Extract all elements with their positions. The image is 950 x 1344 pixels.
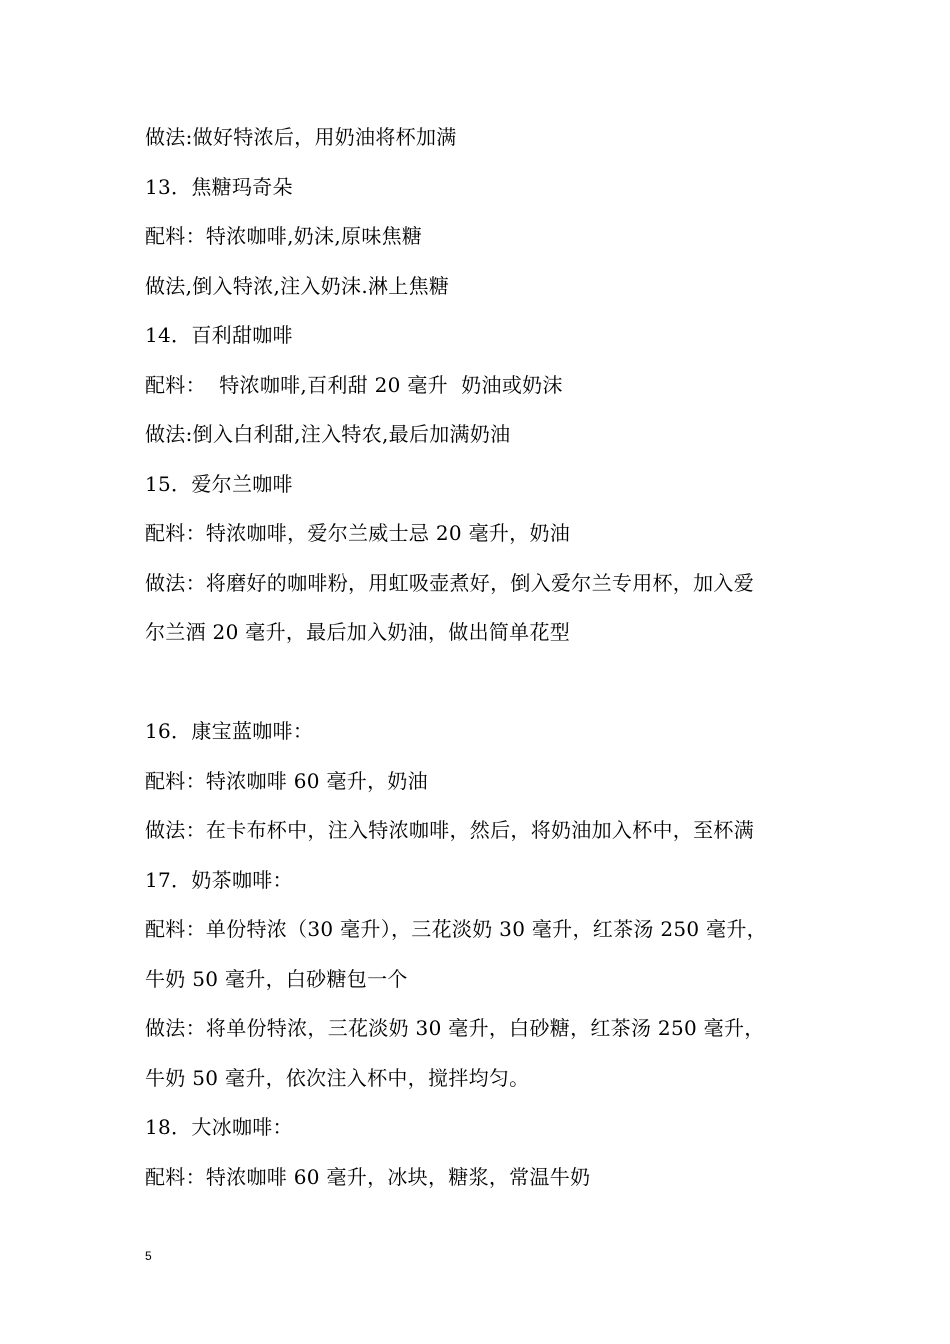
ingredients-line: 配料：特浓咖啡 60 毫升，奶油 [145, 768, 428, 793]
page-number: 5 [145, 1249, 152, 1263]
page-content [145, 113, 835, 1202]
ingredients-line: 配料：单份特浓（30 毫升），三花淡奶 30 毫升，红茶汤 250 毫升， [145, 917, 767, 941]
method-line-continued: 牛奶 50 毫升，依次注入杯中，搅拌均匀。 [145, 1065, 530, 1090]
method-line: 做法：将磨好的咖啡粉，用虹吸壶煮好，倒入爱尔兰专用杯，加入爱 [145, 570, 754, 595]
ingredients-line: 配料：特浓咖啡,奶沫,原味焦糖 [145, 224, 423, 248]
method-line: 做法：将单份特浓，三花淡奶 30 毫升，白砂糖，红茶汤 250 毫升， [145, 1016, 765, 1040]
blank-line [145, 658, 835, 708]
ingredients-line: 配料：特浓咖啡，爱尔兰威士忌 20 毫升，奶油 [145, 521, 571, 545]
method-line-continued: 尔兰酒 20 毫升，最后加入奶油，做出简单花型 [145, 620, 571, 644]
method-line: 做法:做好特浓后，用奶油将杯加满 [145, 125, 457, 149]
method-line: 做法：在卡布杯中，注入特浓咖啡，然后，将奶油加入杯中，至杯满 [145, 818, 754, 842]
recipe-heading-15: 15．爱尔兰咖啡 [145, 471, 293, 496]
ingredients-line-continued: 牛奶 50 毫升，白砂糖包一个 [145, 966, 408, 991]
ingredients-line: 配料：特浓咖啡 60 毫升，冰块，糖浆，常温牛奶 [145, 1164, 591, 1189]
recipe-heading-14: 14．百利甜咖啡 [145, 323, 293, 347]
recipe-heading-17: 17．奶茶咖啡： [145, 867, 293, 892]
method-line: 做法,倒入特浓,注入奶沫.淋上焦糖 [145, 273, 450, 298]
recipe-heading-13: 13．焦糖玛奇朵 [145, 174, 293, 199]
recipe-heading-18: 18．大冰咖啡： [145, 1115, 293, 1139]
method-line: 做法:倒入白利甜,注入特农,最后加满奶油 [145, 422, 511, 446]
recipe-heading-16: 16．康宝蓝咖啡： [145, 719, 314, 743]
ingredients-line: 配料： 特浓咖啡,百利甜 20 毫升 奶油或奶沫 [145, 372, 563, 397]
